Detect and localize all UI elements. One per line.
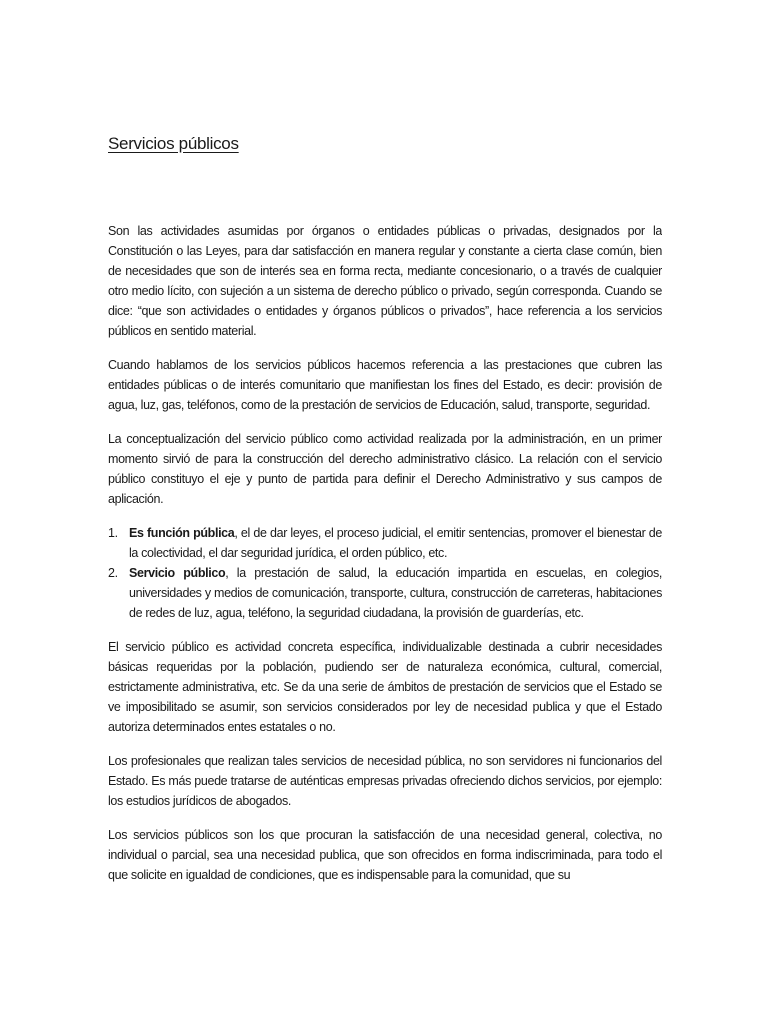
paragraph-1: Son las actividades asumidas por órganos o entidades públicas o privadas, designados por la Constitución o las Leyes, para dar satisfacción en manera regular y constante a cierta clase común, bien de necesidades que son de interés sea en forma recta, mediante concesionario, o a través de cualquier otro medio lícito, con sujeción a un sistema de derecho público o privado, según corresponda. Cuando se dice: “que son actividades o entidades y órganos públicos o privados”, hace referencia a los servicios públicos en sentido material. bbox=[108, 224, 662, 338]
numbered-list bbox=[108, 523, 662, 623]
paragraph-6: Los servicios públicos son los que procuran la satisfacción de una necesidad general, colectiva, no individual o parcial, sea una necesidad publica, que son ofrecidos en forma indiscriminada, para todo el que solicite en igualdad de condiciones, que es indispensable para la comunidad, que su bbox=[108, 828, 662, 882]
document-page bbox=[108, 130, 662, 1020]
list-item bbox=[108, 563, 662, 623]
paragraph-5: Los profesionales que realizan tales servicios de necesidad pública, no son servidores ni funcionarios del Estado. Es más puede tratarse de auténticas empresas privadas ofreciendo dichos servicios, por ejemplo: los estudios jurídicos de abogados. bbox=[108, 754, 662, 808]
paragraph-3: La conceptualización del servicio público como actividad realizada por la administración, en un primer momento sirvió de para la construcción del derecho administrativo clásico. La relación con el servicio público constituyo el eje y punto de partida para definir el Derecho Administrativo y sus campos de aplicación. bbox=[108, 432, 662, 506]
list-item-body bbox=[129, 563, 662, 623]
paragraph-2: Cuando hablamos de los servicios públicos hacemos referencia a las prestaciones que cubren las entidades públicas o de interés comunitario que manifiestan los fines del Estado, es decir: provisión de agua, luz, gas, teléfonos, como de la prestación de servicios de Educación, salud, transporte, seguridad. bbox=[108, 358, 662, 412]
list-item-number: 2. bbox=[108, 566, 118, 580]
paragraph-4: El servicio público es actividad concreta específica, individualizable destinada a cubrir necesidades básicas requeridas por la población, pudiendo ser de naturaleza económica, cultural, comercial, estrictamente administrativa, etc. Se da una serie de ámbitos de prestación de servicios que el Estado se ve imposibilitado se asumir, son servicios considerados por ley de necesidad publica y que el Estado autoriza determinados entes estatales o no. bbox=[108, 640, 662, 734]
list-item-body bbox=[129, 523, 662, 563]
list-item-term: Es función pública bbox=[129, 526, 235, 540]
document-title: Servicios públicos bbox=[108, 134, 239, 153]
list-item-text: , la prestación de salud, la educación impartida en escuelas, en colegios, universidades y medios de comunicación, transporte, cultura, construcción de carreteras, habitaciones de redes de luz, agua, teléfono, la seguridad ciudadana, la provisión de guarderías, etc. bbox=[129, 566, 662, 620]
list-item-term: Servicio público bbox=[129, 566, 226, 580]
list-item bbox=[108, 523, 662, 563]
list-item-text: , el de dar leyes, el proceso judicial, el emitir sentencias, promover el bienestar de la colectividad, el dar seguridad jurídica, el orden público, etc. bbox=[129, 526, 662, 560]
list-item-number: 1. bbox=[108, 526, 118, 540]
